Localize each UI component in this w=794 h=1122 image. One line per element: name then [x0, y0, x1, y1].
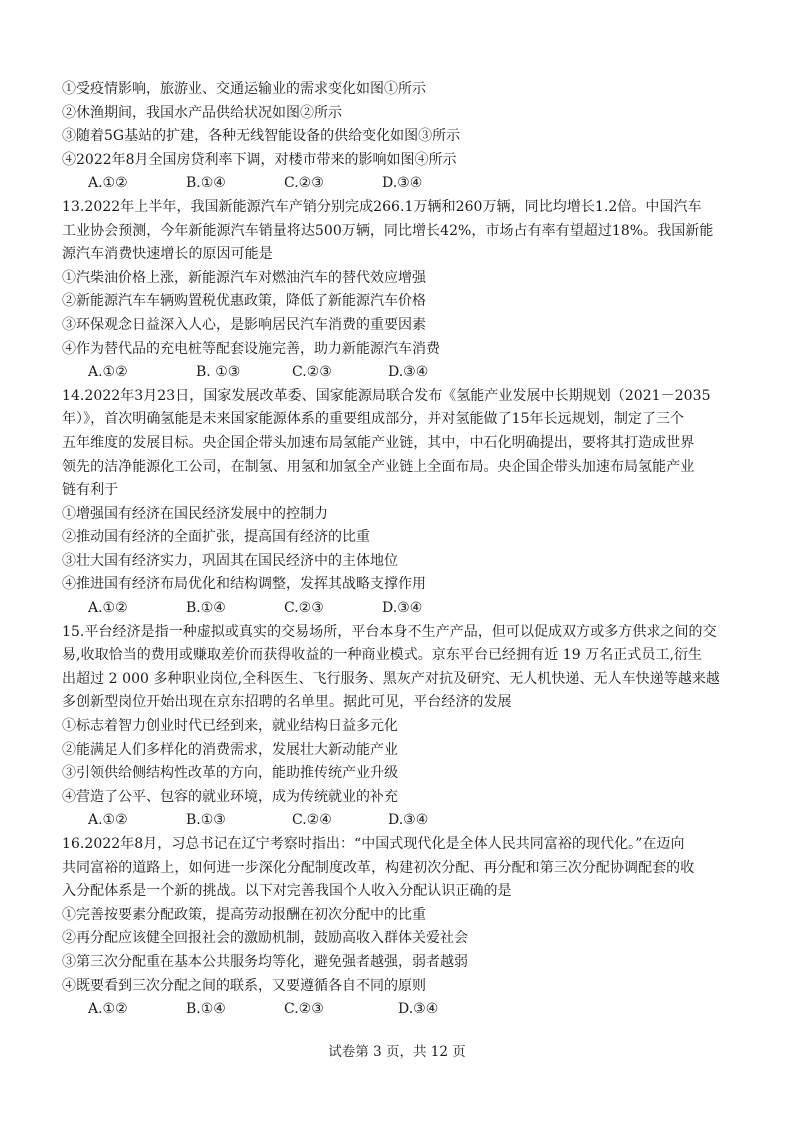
q12-item-3: ③随着5G基站的扩建，各种无线智能设备的供给变化如图③所示 — [62, 128, 461, 145]
q13-item-2: ②新能源汽车车辆购置税优惠政策，降低了新能源汽车价格 — [62, 293, 426, 310]
q14-item-1: ①增强国有经济在国民经济发展中的控制力 — [62, 505, 328, 522]
q16-item-3: ③第三次分配重在基本公共服务均等化，避免强者越强，弱者越弱 — [62, 953, 468, 970]
q16-options — [62, 998, 742, 1022]
q16-option-a: A.①② — [88, 1001, 128, 1018]
q14-item-4: ④推进国有经济布局优化和结构调整，发挥其战略支撑作用 — [62, 576, 426, 593]
q13-item-1: ①汽柴油价格上涨，新能源汽车对燃油汽车的替代效应增强 — [62, 269, 426, 286]
q14-stem-line: 14.2022年3月23日，国家发展改革委、国家能源局联合发布《氢能产业发展中长期规划（2021－2035 — [62, 387, 711, 404]
question-14-stem — [62, 385, 742, 503]
q16-item-4: ④既要看到三次分配之间的联系，又要遵循各自不同的原则 — [62, 977, 426, 994]
q15-stem-line: 易,收取恰当的费用或赚取差价而获得收益的一种商业模式。京东平台已经拥有近 19 万名正式员工,衍生 — [62, 647, 703, 664]
q12-item-2: ②休渔期间，我国水产品供给状况如图②所示 — [62, 104, 342, 121]
q16-item-1: ①完善按要素分配政策，提高劳动报酬在初次分配中的比重 — [62, 906, 426, 923]
q15-item-2: ②能满足人们多样化的消费需求，发展壮大新动能产业 — [62, 741, 398, 758]
question-12-items — [62, 78, 742, 172]
question-16-items — [62, 904, 742, 998]
q14-stem-line: 链有利于 — [62, 482, 119, 499]
q16-stem-line: 16.2022年8月，习总书记在辽宁考察时指出：“中国式现代化是全体人民共同富裕的现代化。”在迈向 — [62, 836, 685, 852]
q14-options — [62, 597, 742, 621]
question-16-stem — [62, 833, 742, 904]
q15-stem-line: 出超过 2 000 多种职业岗位,全科医生、飞行服务、黑灰产对抗及研究、无人机快递、无人车快递等越来越 — [62, 670, 720, 687]
q14-item-2: ②推动国有经济的全面扩张，提高国有经济的比重 — [62, 529, 370, 546]
q14-item-3: ③壮大国有经济实力，巩固其在国民经济中的主体地位 — [62, 552, 398, 569]
q13-item-3: ③环保观念日益深入人心，是影响居民汽车消费的重要因素 — [62, 316, 426, 333]
q15-item-4: ④营造了公平、包容的就业环境，成为传统就业的补充 — [62, 788, 398, 805]
q13-stem-line: 源汽车消费快速增长的原因可能是 — [62, 246, 273, 263]
q16-stem-line: 共同富裕的道路上，如何进一步深化分配制度改革，构建初次分配、再分配和第三次分配协调配套的收 — [62, 859, 695, 876]
q12-option-b: B.①④ — [186, 175, 226, 192]
q16-stem-line: 入分配体系是一个新的挑战。以下对完善我国个人收入分配认识正确的是 — [62, 883, 512, 900]
q15-option-a: A.①② — [88, 812, 128, 829]
question-13-items — [62, 267, 742, 361]
q16-option-c: C.②③ — [284, 1001, 324, 1018]
q16-item-2: ②再分配应该健全回报社会的激励机制，鼓励高收入群体关爱社会 — [62, 930, 468, 947]
q12-item-1: ①受疫情影响，旅游业、交通运输业的需求变化如图①所示 — [62, 81, 426, 97]
q13-stem-line: 13.2022年上半年，我国新能源汽车产销分别完成266.1万辆和260万辆，同比均增长1.2倍。中国汽车 — [62, 198, 702, 215]
q12-option-c: C.②③ — [284, 175, 324, 192]
q13-option-c: C.②③ — [292, 364, 332, 381]
q13-stem-line: 工业协会预测，今年新能源汽车销量将达500万辆，同比增长42%，市场占有率有望超过18%。我国新能 — [62, 222, 714, 239]
q14-option-d: D.③④ — [382, 600, 423, 617]
q12-options — [62, 172, 742, 196]
q13-option-d: D.③④ — [388, 364, 429, 381]
q15-option-c: C.②④ — [292, 812, 332, 829]
q14-option-c: C.②③ — [284, 600, 324, 617]
question-13-stem — [62, 196, 742, 267]
question-14-items — [62, 503, 742, 597]
q14-stem-line: 领先的洁净能源化工公司，在制氢、用氢和加氢全产业链上全面布局。央企国企带头加速布局氢能产业 — [62, 458, 695, 475]
q15-stem-line: 15.平台经济是指一种虚拟或真实的交易场所，平台本身不生产产品，但可以促成双方或多方供求之间的交 — [62, 623, 717, 640]
q15-item-1: ①标志着智力创业时代已经到来，就业结构日益多元化 — [62, 718, 398, 735]
q15-option-d: D.③④ — [388, 812, 429, 829]
q14-option-b: B.①④ — [186, 600, 226, 617]
q13-option-a: A.①② — [88, 364, 128, 381]
q16-option-d: D.③④ — [398, 1001, 439, 1018]
q12-option-a: A.①② — [88, 175, 128, 192]
exam-page — [62, 78, 742, 1022]
q14-stem-line: 五年维度的发展目标。央企国企带头加速布局氢能产业链，其中，中石化明确提出，要将其打造成世界 — [62, 434, 695, 451]
q16-option-b: B.①④ — [186, 1001, 226, 1018]
page-footer: 试卷第 3 页，共 12 页 — [328, 1044, 466, 1060]
q13-option-b: B. ①③ — [196, 364, 241, 381]
q13-options — [62, 361, 742, 385]
q15-item-3: ③引领供给侧结构性改革的方向，能助推传统产业升级 — [62, 765, 398, 782]
q12-item-4: ④2022年8月全国房贷利率下调，对楼市带来的影响如图④所示 — [62, 151, 457, 168]
q13-item-4: ④作为替代品的充电桩等配套设施完善，助力新能源汽车消费 — [62, 340, 440, 357]
question-15-items — [62, 715, 742, 809]
q15-options — [62, 809, 742, 833]
q14-stem-line: 年）》，首次明确氢能是未来国家能源体系的重要组成部分，并对氢能做了15年长远规划，制定了三个 — [62, 411, 685, 428]
q14-option-a: A.①② — [88, 600, 128, 617]
question-15-stem — [62, 621, 742, 715]
q15-option-b: B.①③ — [186, 812, 226, 829]
q12-option-d: D.③④ — [382, 175, 423, 192]
q15-stem-line: 多创新型岗位开始出现在京东招聘的名单里。据此可见，平台经济的发展 — [62, 694, 512, 711]
